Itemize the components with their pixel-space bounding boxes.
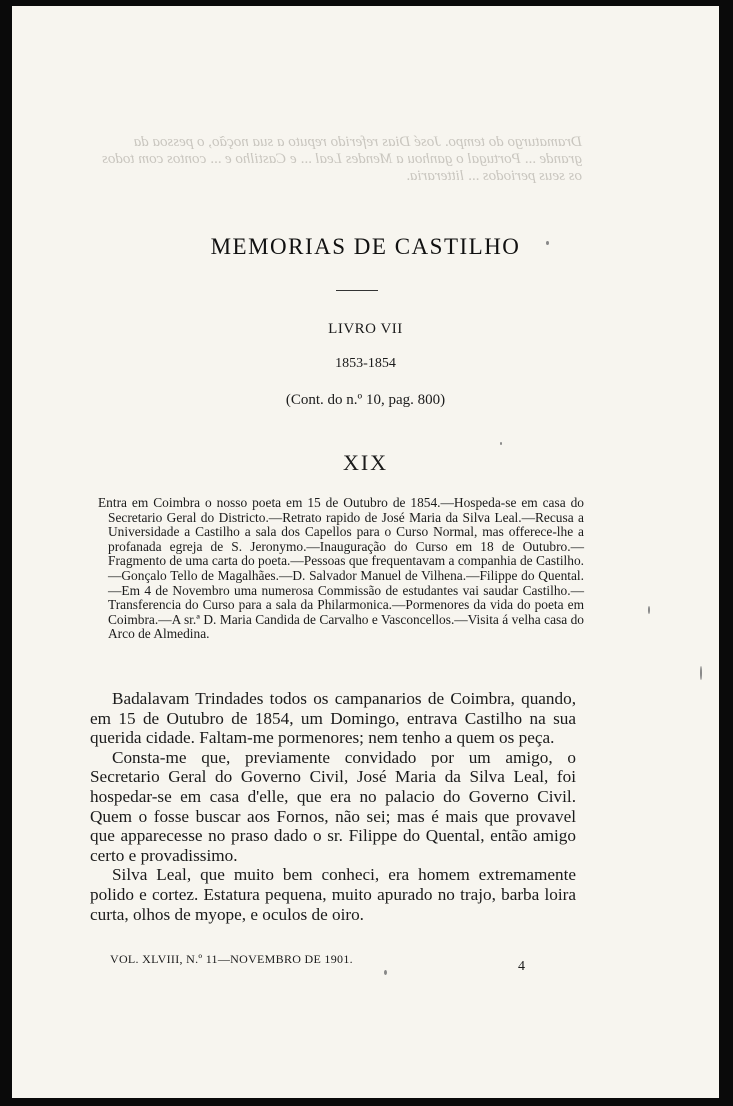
scan-speck: [500, 442, 502, 445]
scan-speck: [700, 666, 702, 680]
continuation-note: (Cont. do n.º 10, pag. 800): [285, 392, 446, 408]
body-text: [90, 689, 576, 924]
paragraph: Badalavam Trindades todos os campanarios de Coimbra, quando, em 15 de Outubro de 1854, um Domingo, entrava Castilho na sua querida cidade. Faltam-me pormenores; nem tenho a quem os peça.: [90, 689, 576, 748]
book-page: [12, 6, 719, 1098]
page-title: MEMORIAS DE CASTILHO: [210, 234, 521, 259]
issue-footer: VOL. XLVIII, N.º 11—NOVEMBRO DE 1901.: [110, 952, 353, 966]
paragraph: Consta-me que, previamente convidado por um amigo, o Secretario Geral do Governo Civil, José Maria da Silva Leal, foi hospedar-se em casa d'elle, que era no palacio do Governo Civil. Quem o fosse buscar aos Fornos, não sei; mas é mais que provavel que apparecesse no praso dado o sr. Filippe do Quental, então amigo certo e provadissimo.: [90, 747, 576, 865]
chapter-summary: [98, 496, 584, 642]
paragraph: Silva Leal, que muito bem conheci, era homem extremamente polido e cortez. Estatura pequena, muito apurado no trajo, barba loira curta, olhos de myope, e oculos de oiro.: [90, 865, 576, 924]
book-number: LIVRO VII: [328, 321, 403, 337]
page-number: 4: [518, 959, 525, 974]
scan-speck: [546, 241, 549, 245]
summary-text: Entra em Coimbra o nosso poeta em 15 de Outubro de 1854.—Hospeda-se em casa do Secretario Geral do Districto.—Retrato rapido de José Maria da Silva Leal.—Recusa a Universidade a Castilho a sala dos Capellos para o Curso Normal, mas offerece-lhe a profanada egreja de S. Jeronymo.—Inauguração do Curso em 18 de Outubro.—Fragmento de uma carta do poeta.—Pessoas que frequentavam a companhia de Castilho.—Gonçalo Tello de Magalhães.—D. Salvador Manuel de Vilhena.—Filippe do Quental.—Em 4 de Novembro uma numerosa Commissão de estudantes vai saudar Castilho.—Transferencia do Curso para a sala da Philarmonica.—Pormenores da vida do poeta em Coimbra.—A sr.ª D. Maria Candida de Carvalho e Vasconcellos.—Visita á velha casa do Arco de Almedina.: [98, 495, 584, 642]
scan-speck: [384, 970, 387, 975]
chapter-number: XIX: [342, 450, 389, 475]
bleed-through-text: Dramaturgo do tempo. José Dias referido reputo a sua noção, o pessoa da grande ... Portugal o ganhou a Mendes Leal ... e Castilho e ... contos com todos os seus periodos ... litteraria.: [102, 134, 582, 184]
year-range: 1853-1854: [335, 356, 396, 371]
scan-speck: [648, 606, 650, 614]
title-divider: [336, 290, 378, 291]
